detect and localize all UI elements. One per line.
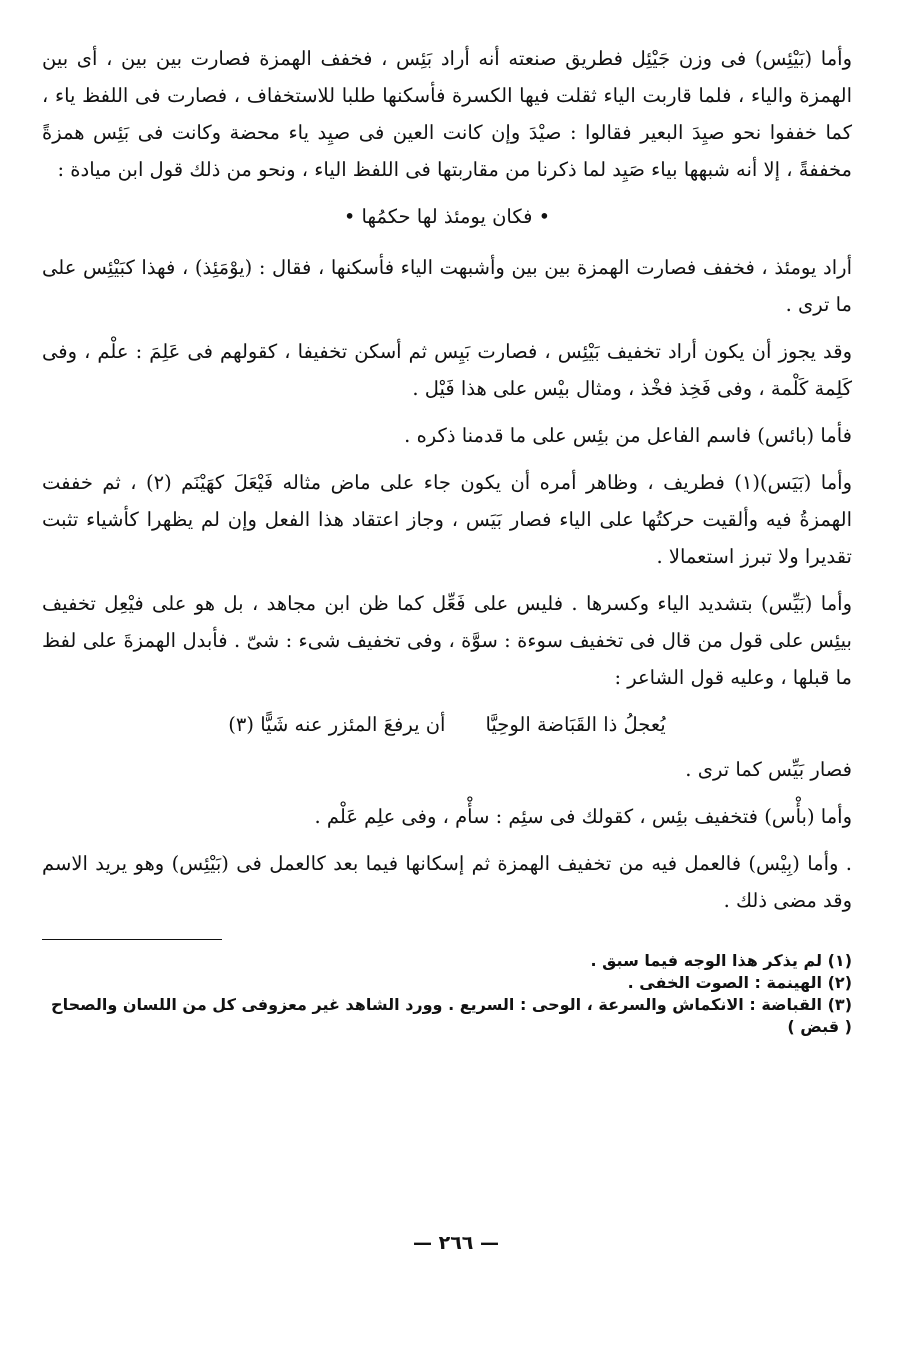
page-number: — ٢٦٦ — [412,1232,500,1254]
footnote-2: (٢) الهينمة : الصوت الخفى . [627,973,852,992]
main-text [42,40,852,919]
poetry-verse [42,706,852,743]
quoted-verse-fragment: • فكان يومئذ لها حكمُها • [343,205,551,228]
footnote-3: (٣) القباضة : الانكماش والسرعة ، الوحى : السريع . وورد الشاهد غير معزوفى كل من اللسان والصحاح ( قبض ) [51,995,852,1036]
paragraph-yawmaidh: أراد يومئذ ، فخفف فصارت الهمزة بين بين وأشبهت الياء فأسكنها ، فقال : (يوْمَئِذ) ، فهذا كبَيْئِس على ما ترى . [42,256,852,316]
paragraph-bayyis: وأما (بَيِّس) بتشديد الياء وكسرها . فليس على فَعِّل كما ظن ابن مجاهد ، بل هو على فيْعِل تخفيف بيئِس على قول من قال فى تخفيف سوءة : سوَّة ، وفى تخفيف شىء : شىّ . فأبدل الهمزةَ على لفظ ما قبلها ، وعليه قول الشاعر : [42,592,852,689]
paragraph-bayis-analysis: وأما (بَيْئِس) فى وزن جَيْئِل فطريق صنعته أنه أراد بَئِس ، فخفف الهمزة فصارت بين بين ، أى بين الهمزة والياء ، فلما قاربت الياء ثقلت فيها الكسرة فأسكنها طلبا للاستخفاف ، فصارت فى اللفظ ياء ، كما خففوا نحو صيِدَ البعير فقالوا : صيْدَ وإن كانت العين فى صيِد ياء محضة وكانت فى بَئِس همزةً مخففةً ، إلا أنه شبهها بياء صَيِد لما ذكرنا من مقاربتها فى اللفظ الياء ، ونحو من ذلك قول ابن ميادة : [42,47,852,181]
paragraph-takhfif: وقد يجوز أن يكون أراد تخفيف بَيْئِس ، فصارت بَيِس ثم أسكن تخفيفا ، كقولهم فى عَلِمَ : علْم ، وفى كَلِمة كَلْمة ، وفى فَخِذ فخْذ ، ومثال بيْس على هذا فَيْل . [42,340,852,400]
verse-hemistich-right: يُعجلُ ذا القَبَاضة الوحِيَّا [485,713,666,736]
footnotes [42,950,852,1038]
paragraph-bis: . وأما (بِيْس) فالعمل فيه من تخفيف الهمزة ثم إسكانها فيما بعد كالعمل فى (بَيْئِس) وهو يريد الاسم وقد مضى ذلك . [42,852,852,912]
footnote-1: (١) لم يذكر هذا الوجه فيما سبق . [590,951,852,970]
paragraph-bais: فأما (بائس) فاسم الفاعل من بئِس على ما قدمنا ذكره . [404,424,852,447]
paragraph-bayas: وأما (بَيَس)(١) فطريف ، وظاهر أمره أن يكون جاء على ماض مثاله فَيْعَلَ كهَيْنَم (٢) ، ثم خففت الهمزةُ فيه وألقيت حركتُها على الياء فصار بَيَس ، وجاز اعتقاد هذا الفعل وإن لم يظهرا كأشياء تثبت تقديرا ولا تبرز استعمالا . [42,471,852,568]
paragraph-result: فصار بَيِّس كما ترى . [685,758,852,781]
verse-hemistich-left: أن يرفعَ المئزر عنه شَيًّا (٣) [228,713,446,736]
paragraph-bas: وأما (بأْس) فتخفيف بئِس ، كقولك فى سئِم : سأْم ، وفى علِم عَلْم . [314,805,852,828]
footnote-divider [42,939,222,940]
